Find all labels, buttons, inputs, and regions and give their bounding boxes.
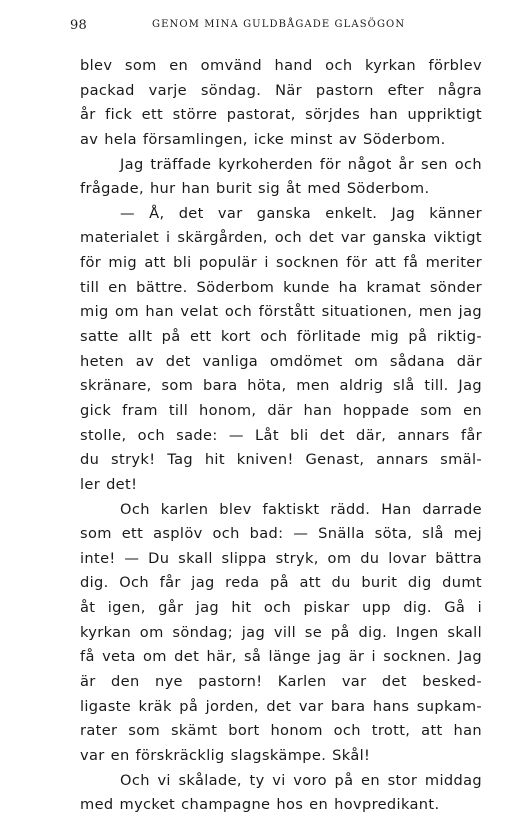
text-line: Och vi skålade, ty vi voro på en stor middag xyxy=(120,771,482,789)
text-line: gick fram till honom, där han hoppade som en xyxy=(80,401,482,419)
text-line: år fick ett större pastorat, sörjdes han uppriktigt xyxy=(80,106,482,124)
running-head xyxy=(70,18,480,34)
text-line: inte! — Du skall slippa stryk, om du lovar bättra xyxy=(80,549,482,567)
text-line: av hela församlingen, icke minst av Söderbom. xyxy=(80,130,446,148)
text-line: Jag träffade kyrkoherden för något år sen och xyxy=(120,155,482,173)
text-line: Och karlen blev faktiskt rädd. Han darrade xyxy=(120,500,482,518)
text-line: blev som en omvänd hand och kyrkan förblev xyxy=(80,57,482,74)
text-line: ligaste kräk på jorden, det var bara hans supkam- xyxy=(80,697,482,715)
text-line: satte allt på ett kort och förlitade mig på riktig- xyxy=(80,328,482,346)
running-title: GENOM MINA GULDBÅGADE GLASÖGON xyxy=(152,19,406,30)
text-line: var en förskräcklig slagskämpe. Skål! xyxy=(80,746,371,764)
text-line: packad varje söndag. När pastorn efter några xyxy=(80,81,482,99)
text-line: materialet i skärgården, och det var ganska viktigt xyxy=(80,229,482,247)
body-text xyxy=(80,54,482,818)
text-line: frågade, hur han burit sig åt med Söderbom. xyxy=(80,180,430,198)
text-line: ler det! xyxy=(80,475,138,493)
text-line: som ett asplöv och bad: — Snälla söta, slå mej xyxy=(80,525,482,543)
text-line: är den nye pastorn! Karlen var det besked- xyxy=(80,673,482,691)
page-number: 98 xyxy=(70,18,87,33)
text-line: heten av det vanliga omdömet om sådana där xyxy=(80,352,482,370)
text-line: stolle, och sade: — Låt bli det där, annars får xyxy=(80,426,482,444)
text-line: mig om han velat och förstått situationen, men jag xyxy=(80,303,482,321)
text-line: för mig att bli populär i socknen för att få meriter xyxy=(80,254,482,272)
text-line: få veta om det här, så länge jag är i socknen. Jag xyxy=(80,648,482,666)
text-line: — Å, det var ganska enkelt. Jag känner xyxy=(120,204,482,222)
text-line: skränare, som bara höta, men aldrig slå till. Jag xyxy=(80,377,482,395)
text-line: dig. Och får jag reda på att du burit dig dumt xyxy=(80,574,482,592)
text-line: med mycket champagne hos en hovpredikant. xyxy=(80,796,440,814)
text-line: åt igen, går jag hit och piskar upp dig. Gå i xyxy=(80,599,482,617)
text-line: rater som skämt bort honom och trott, att han xyxy=(80,722,482,740)
text-line: kyrkan om söndag; jag vill se på dig. Ingen skall xyxy=(80,623,482,641)
text-line: till en bättre. Söderbom kunde ha kramat sönder xyxy=(80,278,482,296)
text-line: du stryk! Tag hit kniven! Genast, annars smäl- xyxy=(80,451,482,469)
